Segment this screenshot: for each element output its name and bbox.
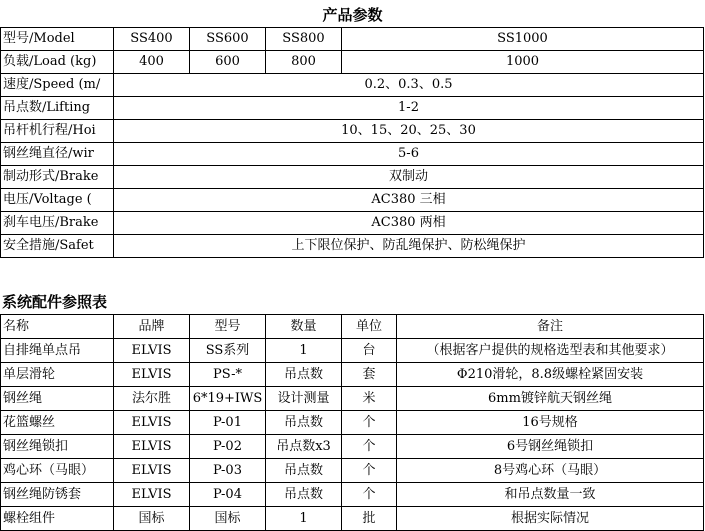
model-cell: SS400 (114, 28, 190, 51)
model-row (1, 28, 704, 51)
param-label: 制动形式/Brake (1, 166, 114, 189)
part-name: 单层滑轮 (1, 363, 114, 387)
table-row (1, 459, 704, 483)
param-row (1, 235, 704, 258)
part-brand: 国标 (114, 507, 190, 531)
part-name: 螺栓组件 (1, 507, 114, 531)
part-name: 鸡心环（马眼） (1, 459, 114, 483)
param-value: 1-2 (114, 97, 704, 120)
param-value: 0.2、0.3、0.5 (114, 74, 704, 97)
part-remark: 8号鸡心环（马眼） (397, 459, 704, 483)
part-name: 钢丝绳 (1, 387, 114, 411)
part-brand: ELVIS (114, 435, 190, 459)
part-name: 花篮螺丝 (1, 411, 114, 435)
part-unit: 米 (342, 387, 397, 411)
param-value: 双制动 (114, 166, 704, 189)
param-row (1, 97, 704, 120)
part-unit: 套 (342, 363, 397, 387)
part-quantity: 吊点数 (266, 363, 342, 387)
part-brand: ELVIS (114, 363, 190, 387)
param-label: 钢丝绳直径/wir (1, 143, 114, 166)
model-cell: SS600 (190, 28, 266, 51)
part-model: P-04 (190, 483, 266, 507)
part-unit: 台 (342, 339, 397, 363)
part-remark: 6号钢丝绳锁扣 (397, 435, 704, 459)
param-value: 5-6 (114, 143, 704, 166)
table-row (1, 363, 704, 387)
param-value: AC380 三相 (114, 189, 704, 212)
part-model: 6*19+IWS (190, 387, 266, 411)
model-cell: SS1000 (342, 28, 704, 51)
parts-table (0, 314, 704, 531)
table-row (1, 387, 704, 411)
part-remark: 根据实际情况 (397, 507, 704, 531)
table-row (1, 339, 704, 363)
column-header: 名称 (1, 315, 114, 339)
part-unit: 个 (342, 459, 397, 483)
load-cell: 400 (114, 51, 190, 74)
part-name: 自排绳单点吊 (1, 339, 114, 363)
product-params-table (0, 27, 704, 258)
parts-table-title: 系统配件参照表 (2, 293, 108, 311)
part-unit: 批 (342, 507, 397, 531)
model-cell: SS800 (266, 28, 342, 51)
column-header: 备注 (397, 315, 704, 339)
part-quantity: 吊点数 (266, 459, 342, 483)
column-header: 单位 (342, 315, 397, 339)
part-remark: 16号规格 (397, 411, 704, 435)
param-value: 10、15、20、25、30 (114, 120, 704, 143)
part-model: PS-* (190, 363, 266, 387)
part-remark: 和吊点数量一致 (397, 483, 704, 507)
part-brand: ELVIS (114, 459, 190, 483)
part-remark: Φ210滑轮，8.8级螺栓紧固安装 (397, 363, 704, 387)
param-row (1, 120, 704, 143)
part-remark: 6mm镀锌航天钢丝绳 (397, 387, 704, 411)
table-row (1, 483, 704, 507)
part-quantity: 吊点数x3 (266, 435, 342, 459)
param-label: 吊点数/Lifting (1, 97, 114, 120)
param-row (1, 212, 704, 235)
param-row (1, 189, 704, 212)
part-model: P-02 (190, 435, 266, 459)
part-name: 钢丝绳锁扣 (1, 435, 114, 459)
part-model: SS系列 (190, 339, 266, 363)
part-name: 钢丝绳防锈套 (1, 483, 114, 507)
part-unit: 个 (342, 411, 397, 435)
param-label: 速度/Speed (m/ (1, 74, 114, 97)
param-label: 安全措施/Safet (1, 235, 114, 258)
part-quantity: 吊点数 (266, 411, 342, 435)
column-header: 品牌 (114, 315, 190, 339)
part-model: P-01 (190, 411, 266, 435)
column-header: 型号 (190, 315, 266, 339)
table-row (1, 435, 704, 459)
load-row (1, 51, 704, 74)
product-params-title: 产品参数 (322, 6, 383, 24)
part-unit: 个 (342, 483, 397, 507)
table-row (1, 507, 704, 531)
load-cell: 600 (190, 51, 266, 74)
part-quantity: 1 (266, 507, 342, 531)
part-unit: 个 (342, 435, 397, 459)
part-brand: 法尔胜 (114, 387, 190, 411)
model-label: 型号/Model (1, 28, 114, 51)
part-quantity: 1 (266, 339, 342, 363)
part-model: 国标 (190, 507, 266, 531)
part-brand: ELVIS (114, 339, 190, 363)
column-header: 数量 (266, 315, 342, 339)
part-quantity: 设计测量 (266, 387, 342, 411)
load-cell: 1000 (342, 51, 704, 74)
part-brand: ELVIS (114, 411, 190, 435)
param-row (1, 143, 704, 166)
param-label: 电压/Voltage ( (1, 189, 114, 212)
param-row (1, 74, 704, 97)
param-value: 上下限位保护、防乱绳保护、防松绳保护 (114, 235, 704, 258)
table-row (1, 411, 704, 435)
load-label: 负载/Load (kg) (1, 51, 114, 74)
parts-header-row (1, 315, 704, 339)
param-label: 刹车电压/Brake (1, 212, 114, 235)
param-label: 吊杆机行程/Hoi (1, 120, 114, 143)
load-cell: 800 (266, 51, 342, 74)
param-value: AC380 两相 (114, 212, 704, 235)
part-model: P-03 (190, 459, 266, 483)
param-row (1, 166, 704, 189)
part-quantity: 吊点数 (266, 483, 342, 507)
part-remark: （根据客户提供的规格选型表和其他要求） (397, 339, 704, 363)
part-brand: ELVIS (114, 483, 190, 507)
